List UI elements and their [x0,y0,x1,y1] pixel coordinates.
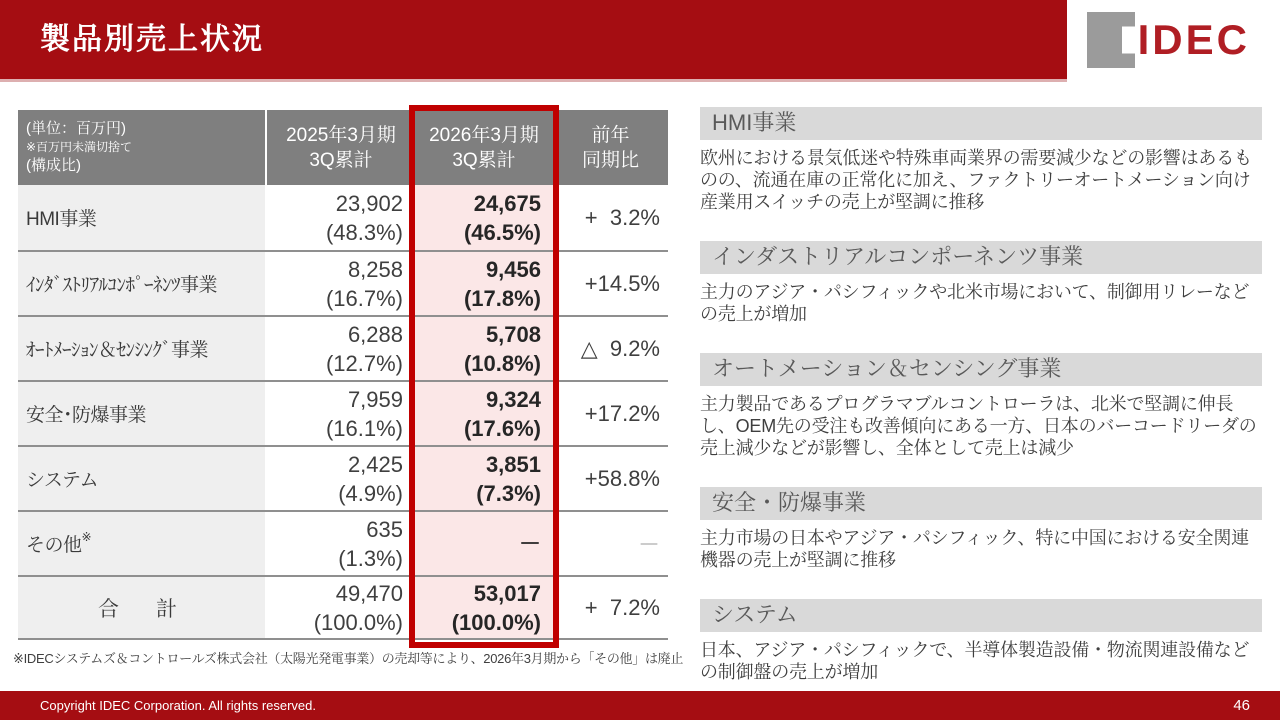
footer-bar [0,691,1280,720]
current-period-cell [415,577,553,638]
section-body: 日本、アジア・パシフィックで、半導体製造設備・物流関連設備などの制御盤の売上が増加 [700,640,1250,682]
curr-pct: (46.5%) [463,219,541,245]
curr-value: 9,456 [485,256,541,282]
table-row-systems [18,445,668,510]
yoy-cell: +17.2% [584,400,660,426]
table-row-industrial-components [18,250,668,315]
section-systems [700,599,1262,683]
page-title: 製品別売上状況 [40,23,264,56]
curr-pct: (7.3%) [476,480,541,506]
yoy-cell: + 3.2% [584,204,660,230]
header-curr-line2: 3Q累計 [452,149,516,171]
prev-period-cell [265,382,415,445]
prev-pct: (48.3%) [325,219,403,245]
section-heading: 安全・防爆事業 [700,487,1262,520]
section-heading: システム [700,599,1262,632]
curr-value: 24,675 [473,190,541,216]
current-period-cell [415,317,553,380]
prev-value: 8,258 [347,256,403,282]
curr-pct: (17.6%) [463,415,541,441]
section-body: 主力市場の日本やアジア・パシフィック、特に中国における安全関連機器の売上が堅調に推移 [700,528,1249,570]
header-prev-line2: 3Q累計 [309,149,373,171]
table-row-safety-explosion-protection [18,380,668,445]
yoy-cell: △ 9.2% [580,335,660,361]
current-period-cell [415,512,553,575]
prev-period-cell [265,512,415,575]
unit-note-line1: (単位：百万円) [26,120,126,137]
header-curr-line1: 2026年3月期 [429,124,539,146]
prev-period-cell [265,185,415,250]
section-automation-sensing [700,353,1262,459]
row-label: その他 ※ [18,512,265,575]
prev-value: 6,288 [347,321,403,347]
unit-note-cell [18,110,265,185]
prev-value: 635 [366,516,403,542]
row-label: HMI事業 [18,185,265,250]
yoy-cell: + 7.2% [584,594,660,620]
prev-value: 23,902 [335,190,403,216]
curr-value: 3,851 [485,451,541,477]
idec-logo-text: IDEC [1137,16,1250,63]
section-heading: インダストリアルコンポーネンツ事業 [700,241,1262,274]
current-period-cell [415,382,553,445]
section-body: 欧州における景気低迷や特殊車両業界の需要減少などの影響はあるものの、流通在庫の正常化に加え、ファクトリーオートメーション向け産業用スイッチの売上が堅調に推移 [700,148,1252,212]
section-heading: HMI事業 [700,107,1262,140]
prev-period-cell [265,252,415,315]
prev-pct: (4.9%) [338,480,403,506]
prev-pct: (16.1%) [325,415,403,441]
header-yoy-line2: 同期比 [581,149,639,171]
curr-value: 53,017 [473,580,541,606]
prev-period-cell [265,317,415,380]
table-row-other [18,510,668,575]
page-number: 46 [1233,697,1250,714]
table-row-automation-sensing [18,315,668,380]
section-body: 主力のアジア・パシフィックや北米市場において、制御用リレーなどの売上が増加 [700,282,1250,324]
current-period-cell [415,185,553,250]
curr-value: 5,708 [485,321,541,347]
row-label-total: 合 計 [18,577,265,638]
prev-value: 2,425 [347,451,403,477]
idec-logo-notch [1122,27,1135,54]
header-prev-line1: 2025年3月期 [286,124,396,146]
section-industrial-components [700,241,1262,325]
prev-period-cell [265,577,415,638]
curr-pct: (10.8%) [463,350,541,376]
idec-logo [1087,12,1250,68]
curr-pct: (17.8%) [463,285,541,311]
row-label: 安全･防爆事業 [18,382,265,445]
section-safety-explosion-protection [700,487,1262,571]
section-body: 主力製品であるプログラマブルコントローラは、北米で堅調に伸長し、OEM先の受注も改善傾向にある一方、日本のバーコードリーダの売上減少などが影響し、全体として売上は減少 [700,394,1257,458]
section-hmi [700,107,1262,213]
prev-pct: (1.3%) [338,545,403,571]
prev-value: 49,470 [335,580,403,606]
header-current-period [415,110,553,185]
sales-by-product-table [18,110,668,640]
table-row-hmi [18,185,668,250]
unit-note-line3: (構成比) [26,157,81,174]
prev-pct: (12.7%) [325,350,403,376]
idec-logo-mark-icon [1087,12,1135,68]
prev-period-cell [265,447,415,510]
unit-note-line2: ※百万円未満切捨て [26,140,133,154]
header-yoy [553,110,668,185]
curr-value: 9,324 [485,386,541,412]
curr-value: － [518,531,541,556]
segment-commentary-panel [700,107,1262,711]
prev-pct: (100.0%) [313,609,403,635]
header-prev-period [265,110,415,185]
table-footnote: ※IDECシステムズ＆コントロールズ株式会社（太陽光発電事業）の売却等により、2026年3月期から「その他」は廃止 [13,651,684,666]
current-period-cell [415,447,553,510]
section-heading: オートメーション＆センシング事業 [700,353,1262,386]
curr-pct: (100.0%) [451,609,541,635]
table-row-total [18,575,668,640]
header-yoy-line1: 前年 [591,124,630,146]
footer-copyright: Copyright IDEC Corporation. All rights reserved. [40,698,317,713]
prev-pct: (16.7%) [325,285,403,311]
table-header-row [18,110,668,185]
yoy-cell: +58.8% [584,465,660,491]
title-bar [0,0,1067,82]
row-label: ｵｰﾄﾒｰｼｮﾝ＆ｾﾝｼﾝｸﾞ事業 [18,317,265,380]
yoy-cell: － [637,532,660,557]
current-period-cell [415,252,553,315]
yoy-cell: +14.5% [584,270,660,296]
row-label: ｲﾝﾀﾞｽﾄﾘｱﾙｺﾝﾎﾟｰﾈﾝﾂ事業 [18,252,265,315]
prev-value: 7,959 [347,386,403,412]
row-label: システム [18,447,265,510]
